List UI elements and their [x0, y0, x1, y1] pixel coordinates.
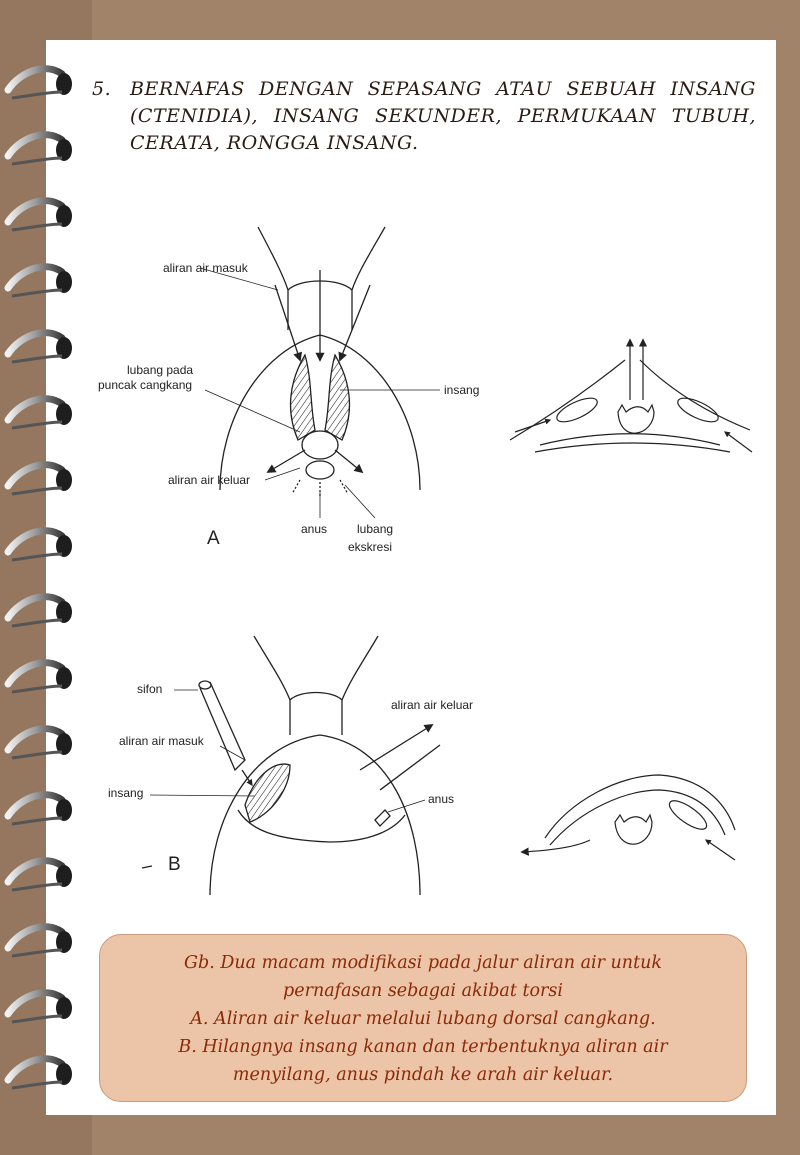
figure-b-letter: B [168, 854, 181, 875]
anus-region [306, 461, 334, 479]
gill-left [291, 355, 315, 440]
outflow-arrow-left [268, 450, 305, 472]
label-anus-a: anus [301, 522, 328, 536]
label-inflow-a: aliran air masuk [163, 261, 248, 275]
figure-caption [99, 934, 747, 1102]
label-outflow-a: aliran air keluar [168, 473, 251, 487]
label-outflow-b: aliran air keluar [391, 698, 474, 712]
label-anus-b: anus [428, 792, 455, 806]
outflow-arrow-right [335, 450, 362, 472]
label-gill-a: insang [444, 383, 480, 397]
caption-line: Gb. Dua macam modifikasi pada jalur aliran air untuk [184, 953, 662, 973]
caption-line: menyilang, anus pindah ke arah air keluar. [232, 1065, 614, 1085]
label-hole-line1: lubang pada [127, 363, 194, 377]
caption-line: A. Aliran air keluar melalui lubang dorsal cangkang. [190, 1009, 656, 1029]
gill-right [325, 355, 349, 440]
label-excretory-line2: ekskresi [348, 540, 393, 554]
label-inflow-b: aliran air masuk [119, 734, 204, 748]
label-excretory-line1: lubang [357, 522, 394, 536]
heading-text: BERNAFAS DENGAN SEPASANG ATAU SEBUAH INSANG (CTENIDIA), INSANG SEKUNDER, PERMUKAAN TUBUH, CERATA, RONGGA INSANG. [130, 78, 756, 154]
head-outline-right [352, 227, 385, 330]
head-outline-left [258, 227, 288, 330]
figure-a-labels [98, 261, 479, 554]
heading-number: 5. [92, 78, 112, 100]
figure-b-cross-section [522, 775, 735, 860]
figure-a-letter: A [207, 528, 220, 549]
caption-line: B. Hilangnya insang kanan dan terbentuknya aliran air [178, 1037, 668, 1057]
label-gill-b: insang [108, 786, 144, 800]
label-siphon: sifon [137, 682, 163, 696]
spiral-ring-icon [0, 976, 80, 1036]
shell-apex-hole [302, 431, 338, 459]
torsion-water-flow-diagram [46, 40, 776, 920]
figure-b-main [142, 636, 440, 895]
figure-a-cross-section [510, 340, 752, 452]
caption-line: pernafasan sebagai akibat torsi [283, 981, 563, 1001]
spiral-ring-icon [0, 1042, 80, 1102]
label-hole-line2: puncak cangkang [98, 378, 193, 392]
inflow-arrow-right [340, 285, 370, 360]
